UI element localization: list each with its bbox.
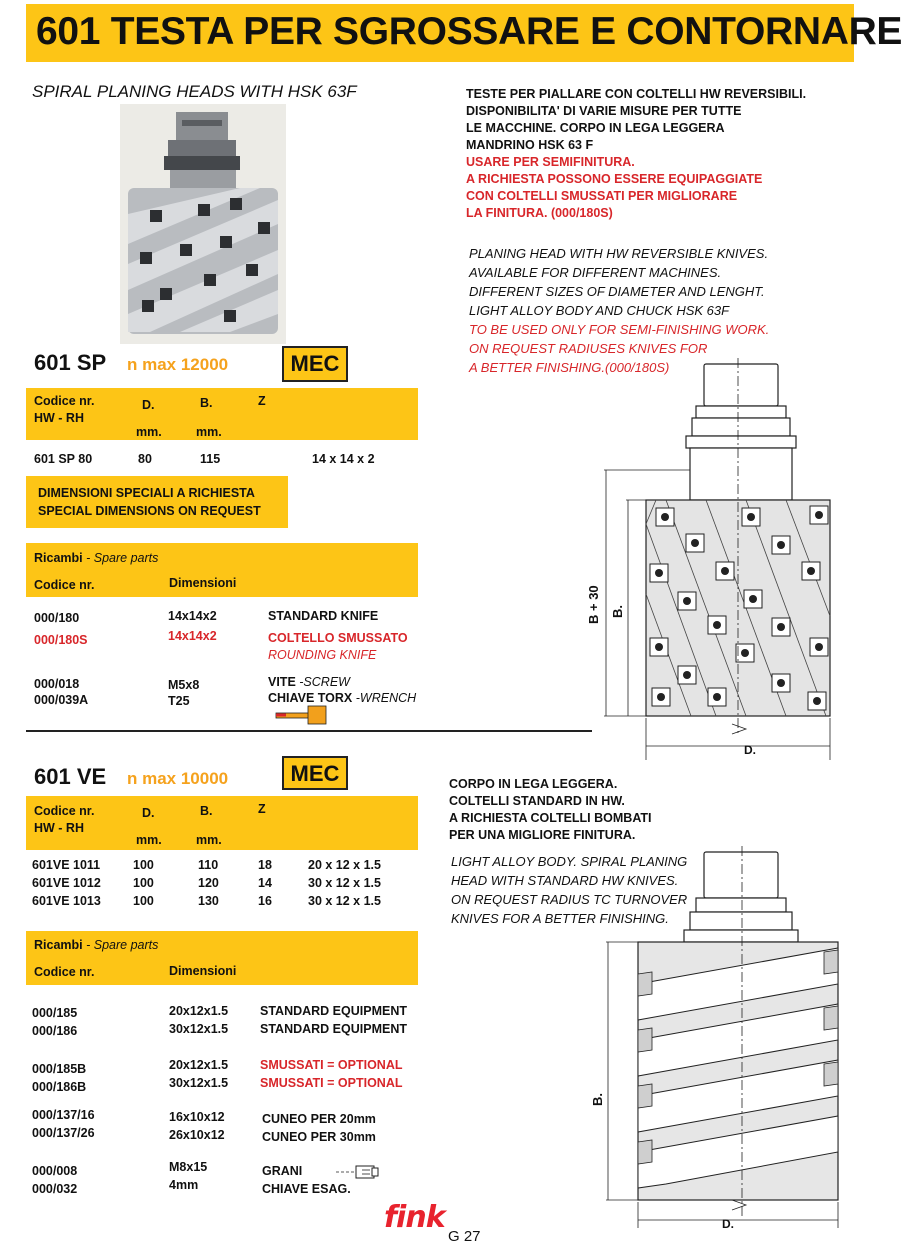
th-d: D. [142, 398, 155, 412]
desc-line: LE MACCHINE. CORPO IN LEGA LEGGERA [466, 121, 725, 135]
cell-z: 14 [258, 876, 272, 890]
torx-wrench-icon [274, 704, 336, 726]
mec-badge-ve: MEC [282, 756, 348, 790]
ve-table-body [26, 858, 418, 914]
spare-desc: STANDARD EQUIPMENT [260, 1004, 407, 1018]
desc-line: COLTELLI STANDARD IN HW. [449, 794, 625, 808]
sp-table-header [26, 388, 418, 440]
table-row [26, 894, 418, 912]
spare-desc-main: VITE [268, 675, 300, 689]
cell-b: 120 [198, 876, 219, 890]
special-line: SPECIAL DIMENSIONS ON REQUEST [38, 504, 261, 518]
spare-desc: SMUSSATI = OPTIONAL [260, 1076, 403, 1090]
spare-code: 000/018 [34, 677, 80, 691]
cell-b: 115 [200, 452, 221, 466]
desc-line: KNIVES FOR A BETTER FINISHING. [451, 911, 669, 926]
spare-code: 000/180S [34, 633, 88, 647]
spare-desc [268, 675, 350, 689]
desc-line: DIFFERENT SIZES OF DIAMETER AND LENGHT. [469, 284, 765, 299]
desc-line-red: USARE PER SEMIFINITURA. [466, 155, 635, 169]
spare-desc [268, 691, 416, 705]
spare-code: 000/186B [32, 1080, 87, 1094]
description-it-1 [466, 86, 806, 222]
spare-desc: CHIAVE ESAG. [262, 1182, 351, 1196]
spare-dim: 14x14x2 [168, 609, 217, 623]
spares-title-text: Ricambi [34, 938, 83, 952]
product-photo [120, 104, 286, 344]
spare-dim: 20x12x1.5 [169, 1058, 229, 1072]
desc-line: A RICHIESTA COLTELLI BOMBATI [449, 811, 652, 825]
spare-dim: 30x12x1.5 [169, 1022, 229, 1036]
spare-code: 000/185 [32, 1006, 78, 1020]
spare-code: 000/137/26 [32, 1126, 95, 1140]
nmax-sp: n max 12000 [127, 355, 229, 374]
brand-logo: fink [384, 1200, 445, 1235]
label-b: B. [590, 1093, 605, 1106]
th-z: Z [258, 802, 266, 816]
desc-line-red: A BETTER FINISHING.(000/180S) [469, 360, 670, 375]
cell-knives: 30 x 12 x 1.5 [308, 894, 381, 908]
label-b: B. [610, 605, 625, 618]
th-z: Z [258, 394, 266, 408]
subtitle: SPIRAL PLANING HEADS WITH HSK 63F [32, 82, 357, 101]
desc-line: PER UNA MIGLIORE FINITURA. [449, 828, 636, 842]
th-spares-code: Codice nr. [34, 965, 95, 979]
cell-code: 601VE 1013 [32, 894, 101, 908]
th-spares-dim: Dimensioni [169, 964, 237, 978]
model-sp: 601 SP [34, 350, 107, 375]
th-mm: mm. [196, 833, 222, 847]
sp-spares-list [26, 609, 446, 729]
spare-desc: CUNEO PER 20mm [262, 1112, 376, 1126]
table-row [26, 452, 418, 470]
mec-badge-sp: MEC [282, 346, 348, 382]
spare-code: 000/180 [34, 611, 80, 625]
th-code2: HW - RH [34, 411, 84, 425]
nmax-ve: n max 10000 [127, 769, 229, 788]
spare-desc-en: -WRENCH [355, 691, 417, 705]
desc-line: ON REQUEST RADIUS TC TURNOVER [451, 892, 688, 907]
spares-title-text: Ricambi [34, 551, 83, 565]
th-b: B. [200, 804, 213, 818]
spare-desc-en: ROUNDING KNIFE [268, 648, 377, 662]
cell-knives: 14 x 14 x 2 [312, 452, 375, 466]
model-ve: 601 VE [34, 764, 107, 789]
cell-d: 100 [133, 858, 154, 872]
spare-dim: 4mm [169, 1178, 199, 1192]
th-code: Codice nr. [34, 394, 95, 408]
cell-b: 130 [198, 894, 219, 908]
label-d: D. [744, 743, 756, 757]
th-mm: mm. [136, 833, 162, 847]
special-line: DIMENSIONI SPECIALI A RICHIESTA [38, 486, 255, 500]
desc-line: LIGHT ALLOY BODY. SPIRAL PLANING [451, 854, 688, 869]
section-divider [26, 730, 592, 732]
spare-desc-main: CHIAVE TORX [268, 691, 356, 705]
spare-dim: T25 [168, 694, 190, 708]
cell-code: 601 SP 80 [34, 452, 93, 466]
cell-code: 601VE 1012 [32, 876, 101, 890]
spare-dim: M5x8 [168, 678, 200, 692]
ve-spares-list [26, 1004, 446, 1200]
desc-line-red: TO BE USED ONLY FOR SEMI-FINISHING WORK. [469, 322, 770, 337]
spare-code: 000/186 [32, 1024, 78, 1038]
cell-knives: 20 x 12 x 1.5 [308, 858, 381, 872]
cell-z: 18 [258, 858, 272, 872]
label-b30: B + 30 [586, 585, 601, 624]
special-dimensions-box [26, 476, 288, 528]
desc-line: HEAD WITH STANDARD HW KNIVES. [451, 873, 679, 888]
spares-subtitle: - Spare parts [82, 938, 159, 952]
desc-line: LIGHT ALLOY BODY AND CHUCK HSK 63F [469, 303, 730, 318]
spare-dim: 14x14x2 [168, 629, 217, 643]
description-it-2 [449, 776, 652, 844]
spare-dim: 30x12x1.5 [169, 1076, 229, 1090]
page-number: G 27 [448, 1228, 481, 1245]
cell-knives: 30 x 12 x 1.5 [308, 876, 381, 890]
spare-desc: CUNEO PER 30mm [262, 1130, 376, 1144]
th-b: B. [200, 396, 213, 410]
spare-desc: STANDARD KNIFE [268, 609, 379, 623]
spare-desc-en: -SCREW [299, 675, 350, 689]
spares-subtitle: - Spare parts [82, 551, 159, 565]
desc-line: CORPO IN LEGA LEGGERA. [449, 777, 618, 791]
table-row [26, 858, 418, 876]
cell-d: 100 [133, 876, 154, 890]
th-mm: mm. [196, 425, 222, 439]
sp-spares-header [26, 543, 418, 597]
spare-code: 000/039A [34, 693, 89, 707]
table-row [26, 876, 418, 894]
th-d: D. [142, 806, 155, 820]
th-spares-dim: Dimensioni [169, 576, 237, 590]
label-d: D. [722, 1217, 734, 1231]
title-bar [26, 4, 902, 62]
technical-drawing-sp [586, 354, 840, 764]
cell-code: 601VE 1011 [32, 858, 101, 872]
ve-table-header [26, 796, 418, 850]
cell-d: 80 [138, 452, 152, 466]
desc-line: PLANING HEAD WITH HW REVERSIBLE KNIVES. [469, 246, 769, 261]
spare-dim: 26x10x12 [169, 1128, 225, 1142]
page-title: 601 TESTA PER SGROSSARE E CONTORNARE [36, 10, 902, 53]
desc-line: TESTE PER PIALLARE CON COLTELLI HW REVERSIBILI. [466, 87, 807, 101]
spare-desc: COLTELLO SMUSSATO [268, 631, 408, 645]
spare-desc: GRANI [262, 1164, 303, 1178]
th-mm: mm. [136, 425, 162, 439]
desc-line-red: LA FINITURA. (000/180S) [466, 206, 613, 220]
cell-z: 16 [258, 894, 272, 908]
desc-line-red: ON REQUEST RADIUSES KNIVES FOR [469, 341, 708, 356]
spare-dim: M8x15 [169, 1160, 208, 1174]
spares-title [34, 938, 158, 952]
desc-line-red: CON COLTELLI SMUSSATI PER MIGLIORARE [466, 189, 738, 203]
spare-desc: SMUSSATI = OPTIONAL [260, 1058, 403, 1072]
technical-drawing-ve [586, 844, 850, 1232]
ve-spares-header [26, 931, 418, 985]
grub-screw-icon [336, 1162, 382, 1182]
spares-title [34, 551, 158, 565]
desc-line: MANDRINO HSK 63 F [466, 138, 594, 152]
desc-line: DISPONIBILITA' DI VARIE MISURE PER TUTTE [466, 104, 742, 118]
spare-code: 000/008 [32, 1164, 78, 1178]
desc-line: AVAILABLE FOR DIFFERENT MACHINES. [469, 265, 722, 280]
desc-line-red: A RICHIESTA POSSONO ESSERE EQUIPAGGIATE [466, 172, 763, 186]
cell-b: 110 [198, 858, 219, 872]
spare-code: 000/137/16 [32, 1108, 95, 1122]
spare-code: 000/185B [32, 1062, 87, 1076]
spare-desc: STANDARD EQUIPMENT [260, 1022, 407, 1036]
th-code: Codice nr. [34, 804, 95, 818]
th-code2: HW - RH [34, 821, 84, 835]
spare-dim: 20x12x1.5 [169, 1004, 229, 1018]
spare-dim: 16x10x12 [169, 1110, 225, 1124]
spare-code: 000/032 [32, 1182, 78, 1196]
th-spares-code: Codice nr. [34, 578, 95, 592]
cell-d: 100 [133, 894, 154, 908]
